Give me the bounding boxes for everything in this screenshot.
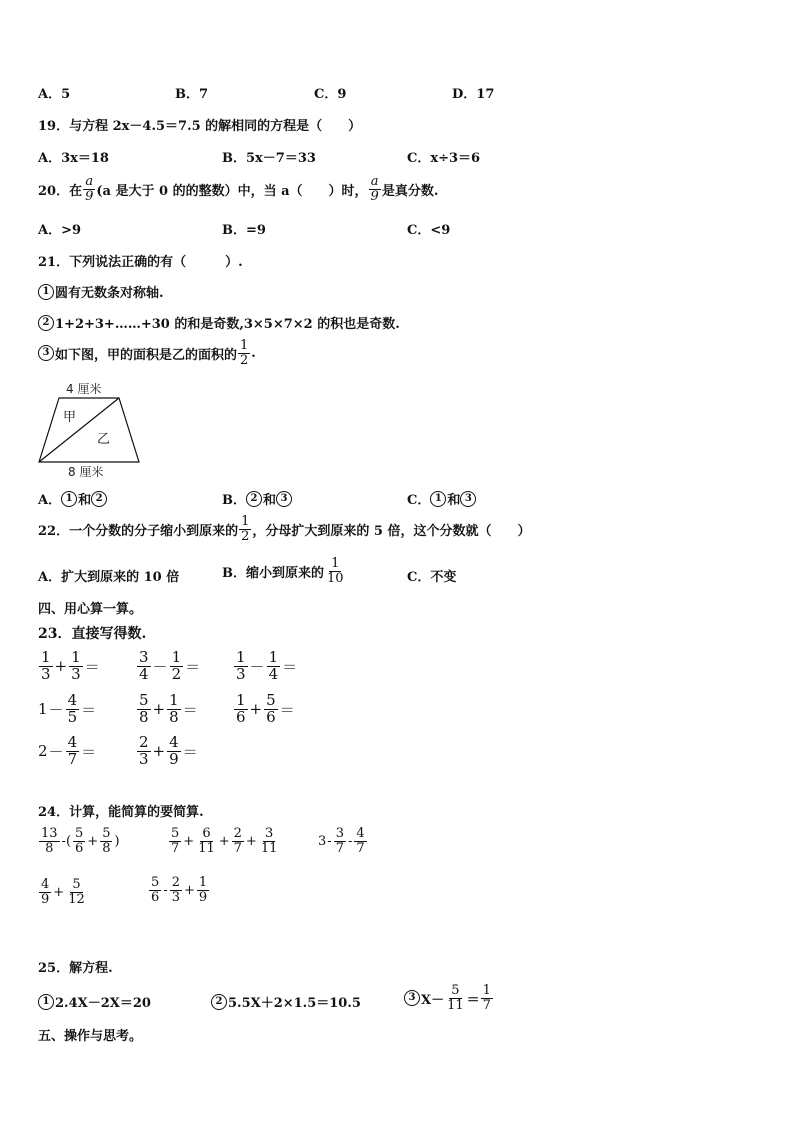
fraction — [167, 735, 181, 768]
q25-eq2: 5.5X＋2×1.5＝10.5 — [228, 996, 361, 1011]
num: 5 — [75, 826, 84, 841]
fraction — [267, 650, 281, 683]
q22-option-a: A．扩大到原来的 10 倍 — [38, 570, 180, 585]
operator: -( — [61, 833, 72, 849]
q22-num: 1 — [241, 514, 250, 529]
num: 3 — [335, 826, 344, 841]
q23-item — [136, 693, 199, 726]
q20-stem-b: (a 是大于 0 的的整数）中，当 a（ ）时， — [96, 183, 368, 199]
q25-equation-3 — [404, 984, 494, 1012]
num: 4 — [41, 877, 50, 892]
q22-option-b — [222, 557, 347, 585]
q21-s3-fraction — [238, 339, 250, 367]
den: 11 — [447, 997, 464, 1013]
q21-s2-text: 1+2+3+……+30 的和是奇数,3×5×7×2 的积也是奇数. — [55, 317, 400, 332]
q21-opt-c-prefix: C． — [407, 493, 431, 508]
whole-number: 2 — [38, 742, 48, 761]
equals-sign: ＝ — [182, 700, 198, 719]
num: 1 — [236, 648, 246, 666]
q21-opt-a-and: 和 — [78, 493, 92, 508]
q21-opt-b-prefix: B． — [222, 493, 246, 508]
num: 4 — [356, 826, 365, 841]
fraction — [234, 693, 248, 726]
fraction — [149, 876, 161, 904]
num: 1 — [41, 648, 51, 666]
whole-number: 3 — [318, 833, 327, 849]
q24-expression-5 — [148, 876, 210, 904]
num: 5 — [72, 877, 81, 892]
num: 4 — [67, 691, 78, 709]
q25-equation-1 — [38, 992, 151, 1011]
den: 8 — [45, 840, 54, 856]
circled-number-2: 2 — [38, 315, 54, 331]
q25-equation-2 — [211, 992, 361, 1011]
equals-sign: ＝ — [279, 700, 295, 719]
figure-top-label: 4 厘米 — [66, 382, 102, 396]
fraction — [197, 876, 209, 904]
num: 13 — [41, 826, 58, 841]
fraction — [137, 650, 151, 683]
region-b-label: 乙 — [97, 432, 111, 447]
den: 4 — [139, 664, 149, 683]
equals-sign: ＝ — [84, 657, 100, 676]
operator: + — [245, 833, 257, 849]
q19-option-b: B．5x－7＝33 — [222, 151, 316, 166]
q23-item — [136, 650, 201, 683]
den: 9 — [169, 749, 179, 768]
operator: + — [152, 742, 166, 761]
q21-statement-2 — [38, 313, 400, 332]
fraction — [196, 827, 217, 855]
q20-stem-a: 20．在 — [38, 183, 83, 199]
num: 1 — [171, 648, 182, 666]
q21-s3-num: 1 — [240, 338, 249, 353]
den: 9 — [198, 889, 208, 905]
q22-stem — [38, 515, 530, 543]
operator: - — [327, 833, 332, 849]
q22-opt-b-fraction — [325, 557, 346, 585]
den: 6 — [75, 840, 84, 856]
q25-eq3-b: ＝ — [466, 992, 480, 1008]
fraction — [66, 878, 87, 906]
fraction — [481, 984, 493, 1012]
num: 5 — [266, 691, 276, 709]
q21-s3-den: 2 — [240, 352, 249, 368]
num: 1 — [71, 648, 81, 666]
q21-opt-b-and: 和 — [263, 493, 277, 508]
q22-stem-a: 22．一个分数的分子缩小到原来的 — [38, 523, 239, 539]
den: 11 — [198, 840, 215, 856]
q21-option-c — [407, 489, 477, 508]
circled-number-3: 3 — [38, 345, 54, 361]
num: 3 — [139, 648, 149, 666]
q20-frac2-num: a — [370, 174, 379, 189]
q24-title: 24．计算，能简算的要简算. — [38, 805, 204, 820]
q21-stem: 21．下列说法正确的有（ ）. — [38, 255, 243, 270]
fraction — [234, 650, 248, 683]
num: 4 — [67, 733, 78, 751]
q22-option-c: C．不变 — [407, 570, 457, 585]
num: 2 — [139, 733, 149, 751]
num: 5 — [102, 826, 111, 841]
fraction — [39, 827, 60, 855]
den: 9 — [41, 891, 50, 907]
q22-opt-b-num: 1 — [331, 556, 340, 571]
q23-item — [38, 693, 97, 726]
den: 6 — [236, 707, 246, 726]
fraction — [39, 878, 51, 906]
q18-option-d: D．17 — [452, 87, 495, 102]
q25-eq1: 2.4X－2X＝20 — [55, 996, 151, 1011]
q22-stem-b: ，分母扩大到原来的 5 倍，这个分数就（ ） — [252, 523, 531, 539]
operator: + — [87, 833, 99, 849]
fraction — [354, 827, 366, 855]
num: 5 — [171, 826, 180, 841]
num: 4 — [169, 733, 179, 751]
circled-number-1: 1 — [430, 491, 446, 507]
circled-number-2: 2 — [91, 491, 107, 507]
fraction — [169, 827, 181, 855]
q20-fraction-1 — [83, 175, 95, 203]
operator: - — [163, 882, 168, 898]
fraction — [39, 650, 53, 683]
operator: － — [152, 657, 168, 676]
q20-stem-c: 是真分数. — [381, 183, 439, 199]
num: 5 — [151, 875, 160, 890]
equals-sign: ＝ — [282, 657, 298, 676]
den: 12 — [68, 891, 85, 907]
operator: － — [249, 657, 265, 676]
q21-option-a — [38, 489, 108, 508]
q20-frac1-den: 9 — [85, 188, 94, 204]
den: 6 — [151, 889, 160, 905]
fraction — [445, 984, 466, 1012]
q18-option-a: A．5 — [38, 87, 71, 102]
equals-sign: ＝ — [182, 742, 198, 761]
den: 4 — [268, 664, 279, 683]
fraction — [100, 827, 112, 855]
circled-number-2: 2 — [246, 491, 262, 507]
num: 1 — [482, 983, 491, 998]
num: 5 — [139, 691, 149, 709]
operator: + — [152, 700, 166, 719]
num: 1 — [236, 691, 246, 709]
circled-number-2: 2 — [211, 994, 227, 1010]
fraction — [259, 827, 280, 855]
num: 1 — [198, 875, 208, 890]
q23-title: 23．直接写得数. — [38, 626, 147, 642]
q21-opt-a-prefix: A． — [38, 493, 62, 508]
q24-expression-1 — [38, 827, 121, 855]
num: 1 — [169, 691, 179, 709]
operator: - — [347, 833, 353, 849]
trapezoid-shape — [39, 398, 139, 462]
den: 7 — [67, 749, 78, 768]
den: 8 — [169, 707, 179, 726]
fraction — [137, 735, 151, 768]
equals-sign: ＝ — [81, 700, 97, 719]
circled-number-3: 3 — [460, 491, 476, 507]
q21-option-b — [222, 489, 293, 508]
q19-option-c: C．x÷3＝6 — [407, 151, 481, 166]
q23-item — [38, 650, 101, 683]
num: 2 — [171, 875, 180, 890]
fraction — [66, 693, 80, 726]
q20-option-c: C．<9 — [407, 223, 451, 238]
q22-opt-b-text: B．缩小到原来的 — [222, 565, 324, 581]
operator: + — [218, 833, 230, 849]
den: 7 — [171, 840, 180, 856]
region-a-label: 甲 — [63, 410, 77, 425]
num: 6 — [202, 826, 211, 841]
fraction — [137, 693, 151, 726]
section-5-heading: 五、操作与思考。 — [38, 1029, 143, 1044]
whole-number: 1 — [38, 700, 48, 719]
num: 3 — [264, 826, 274, 841]
operator: － — [48, 742, 64, 761]
q24-expression-3 — [318, 827, 368, 855]
trapezoid-diagonal — [39, 398, 119, 462]
q21-opt-c-and: 和 — [447, 493, 461, 508]
q23-item — [136, 735, 199, 768]
operator: + — [183, 882, 195, 898]
q25-eq3-a: X－ — [421, 992, 445, 1008]
operator: ) — [114, 833, 120, 849]
fraction — [170, 876, 182, 904]
q19-stem: 19．与方程 2x－4.5＝7.5 的解相同的方程是（ ） — [38, 119, 362, 134]
den: 5 — [67, 707, 78, 726]
q24-expression-4 — [38, 878, 88, 906]
den: 7 — [335, 840, 344, 856]
num: 1 — [268, 648, 279, 666]
equals-sign: ＝ — [81, 742, 97, 761]
den: 3 — [71, 664, 81, 683]
fraction — [69, 650, 83, 683]
q25-title: 25．解方程. — [38, 961, 113, 976]
den: 6 — [266, 707, 276, 726]
figure-bottom-label: 8 厘米 — [68, 465, 104, 478]
equals-sign: ＝ — [185, 657, 201, 676]
fraction — [170, 650, 184, 683]
q23-item — [233, 650, 298, 683]
q20-option-a: A．>9 — [38, 223, 82, 238]
q23-item — [233, 693, 296, 726]
q24-expression-2 — [168, 827, 280, 855]
q20-stem — [38, 175, 438, 203]
den: 3 — [171, 889, 180, 905]
q22-den: 2 — [241, 528, 250, 544]
num: 5 — [451, 983, 460, 998]
den: 7 — [482, 997, 491, 1013]
operator: + — [53, 884, 65, 900]
q20-option-b: B．=9 — [222, 223, 266, 238]
operator: + — [183, 833, 195, 849]
fraction — [334, 827, 346, 855]
operator: + — [54, 657, 68, 676]
circled-number-1: 1 — [38, 994, 54, 1010]
trapezoid-figure — [36, 380, 146, 478]
den: 3 — [139, 749, 149, 768]
circled-number-3: 3 — [404, 990, 420, 1006]
q20-frac2-den: 9 — [370, 188, 379, 204]
den: 2 — [171, 664, 182, 683]
fraction — [232, 827, 244, 855]
den: 8 — [139, 707, 149, 726]
num: 2 — [233, 826, 242, 841]
fraction — [66, 735, 80, 768]
den: 3 — [236, 664, 246, 683]
den: 7 — [233, 840, 242, 856]
fraction — [73, 827, 85, 855]
q21-statement-3 — [38, 339, 256, 367]
q21-statement-1 — [38, 282, 164, 301]
q18-option-b: B．7 — [175, 87, 209, 102]
circled-number-1: 1 — [38, 284, 54, 300]
q22-opt-b-den: 10 — [327, 570, 344, 586]
den: 11 — [260, 840, 278, 856]
den: 7 — [356, 840, 365, 856]
q21-s3-text: 如下图，甲的面积是乙的面积的 — [55, 347, 238, 363]
q20-frac1-num: a — [85, 174, 94, 189]
fraction — [264, 693, 278, 726]
q20-fraction-2 — [369, 175, 381, 203]
circled-number-1: 1 — [61, 491, 77, 507]
den: 8 — [102, 840, 111, 856]
den: 3 — [41, 664, 51, 683]
fraction — [167, 693, 181, 726]
q22-fraction — [239, 515, 251, 543]
q18-option-c: C．9 — [314, 87, 347, 102]
q21-s3-end: . — [251, 345, 256, 361]
circled-number-3: 3 — [276, 491, 292, 507]
q19-option-a: A．3x＝18 — [38, 151, 109, 166]
section-4-heading: 四、用心算一算。 — [38, 602, 143, 617]
operator: + — [249, 700, 263, 719]
operator: － — [48, 700, 64, 719]
q21-s1-text: 圆有无数条对称轴. — [55, 286, 164, 301]
q23-item — [38, 735, 97, 768]
